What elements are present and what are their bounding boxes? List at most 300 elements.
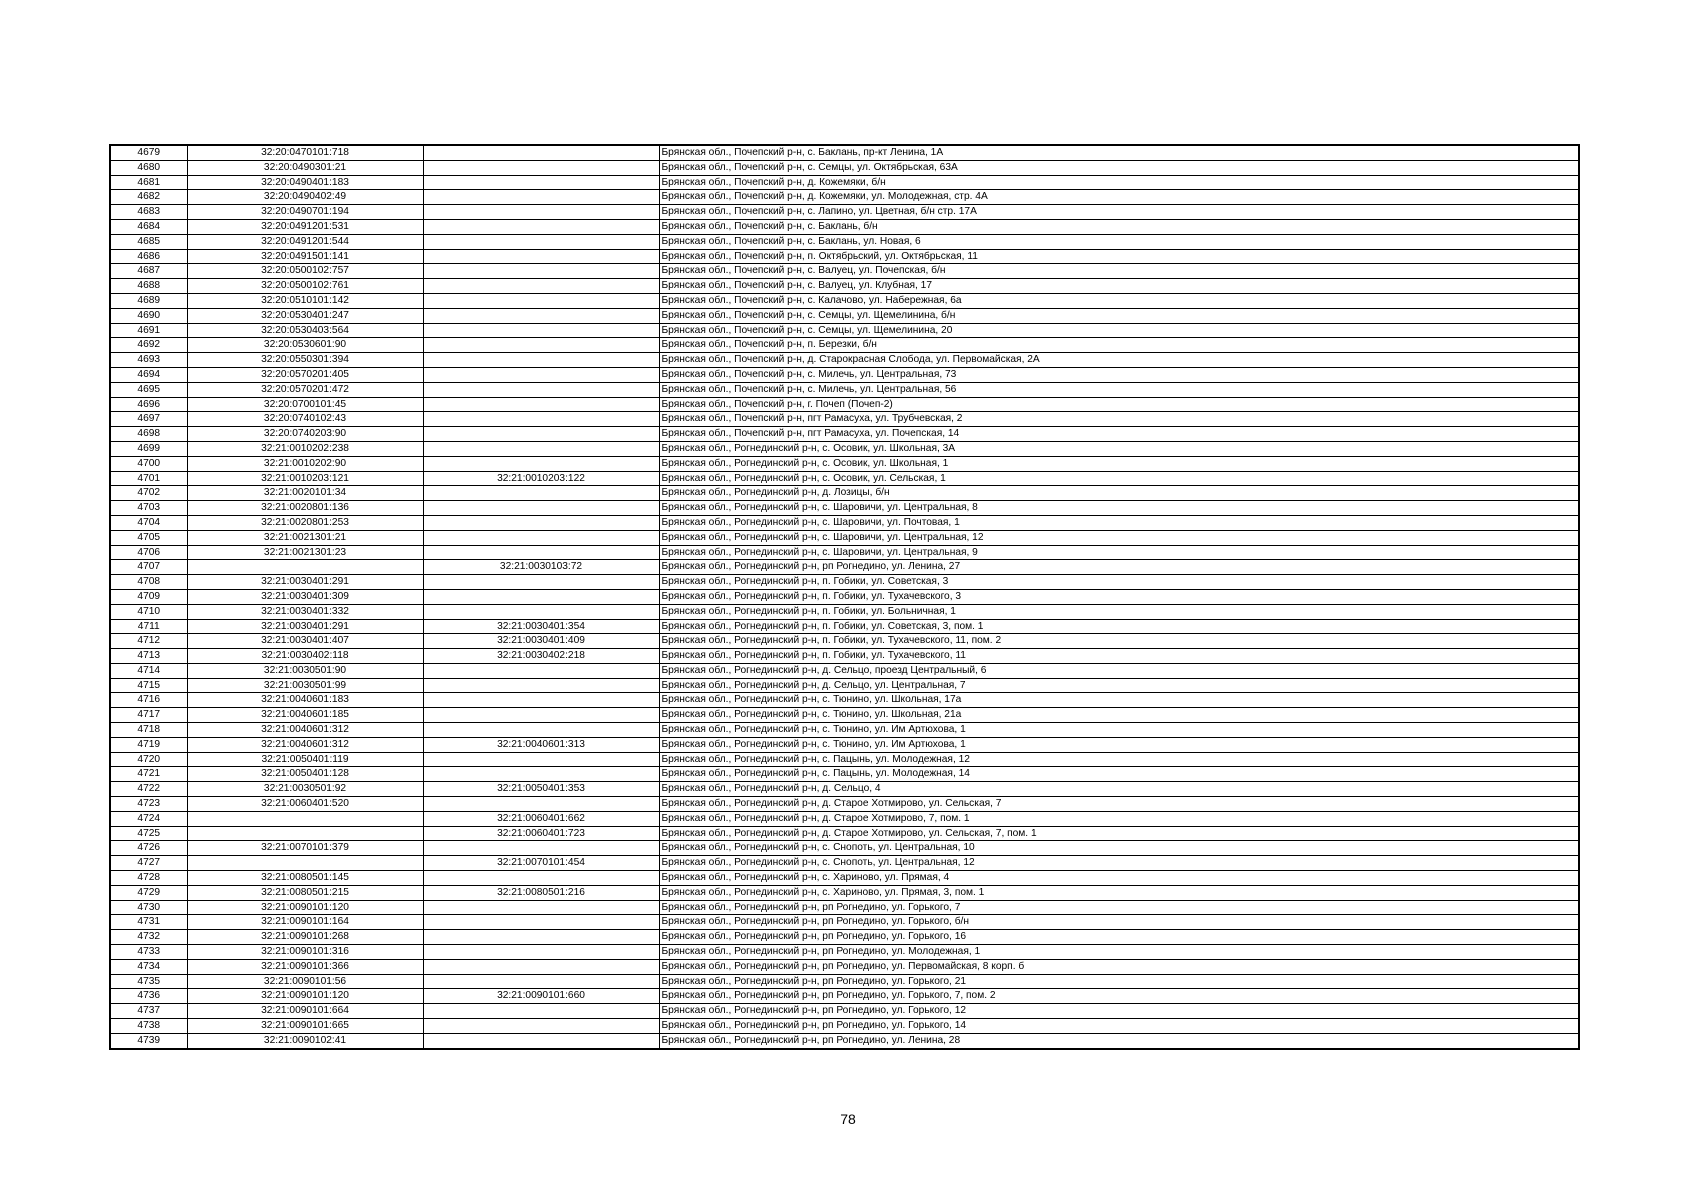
registry-table: [109, 144, 1580, 1050]
address-cell: Брянская обл., Почепский р-н, д. Кожемяки, ул. Молодежная, стр. 4А: [659, 190, 1579, 205]
related-cadastral-number-cell: 32:21:0070101:454: [423, 856, 659, 871]
related-cadastral-number-cell: [423, 589, 659, 604]
table-row: [110, 649, 1579, 664]
related-cadastral-number-cell: [423, 175, 659, 190]
table-row: [110, 308, 1579, 323]
table-row: [110, 501, 1579, 516]
table-row: [110, 353, 1579, 368]
cadastral-number-cell: 32:20:0490401:183: [187, 175, 423, 190]
related-cadastral-number-cell: [423, 604, 659, 619]
address-cell: Брянская обл., Рогнединский р-н, с. Тюнино, ул. Школьная, 21а: [659, 708, 1579, 723]
row-number-cell: 4716: [110, 693, 187, 708]
row-number-cell: 4708: [110, 575, 187, 590]
related-cadastral-number-cell: 32:21:0090101:660: [423, 989, 659, 1004]
cadastral-number-cell: 32:21:0080501:215: [187, 885, 423, 900]
cadastral-number-cell: 32:20:0490701:194: [187, 205, 423, 220]
address-cell: Брянская обл., Рогнединский р-н, рп Рогнедино, ул. Первомайская, 8 корп. б: [659, 959, 1579, 974]
table-row: [110, 219, 1579, 234]
address-cell: Брянская обл., Рогнединский р-н, с. Тюнино, ул. Им Артюхова, 1: [659, 723, 1579, 738]
address-cell: Брянская обл., Почепский р-н, с. Семцы, ул. Октябрьская, 63А: [659, 160, 1579, 175]
related-cadastral-number-cell: [423, 456, 659, 471]
row-number-cell: 4714: [110, 663, 187, 678]
table-row: [110, 797, 1579, 812]
cadastral-number-cell: [187, 826, 423, 841]
address-cell: Брянская обл., Почепский р-н, п. Октябрьский, ул. Октябрьская, 11: [659, 249, 1579, 264]
row-number-cell: 4706: [110, 545, 187, 560]
related-cadastral-number-cell: 32:21:0030401:409: [423, 634, 659, 649]
table-row: [110, 205, 1579, 220]
table-row: [110, 782, 1579, 797]
related-cadastral-number-cell: [423, 441, 659, 456]
related-cadastral-number-cell: [423, 723, 659, 738]
table-row: [110, 397, 1579, 412]
address-cell: Брянская обл., Рогнединский р-н, с. Хариново, ул. Прямая, 3, пом. 1: [659, 885, 1579, 900]
related-cadastral-number-cell: [423, 515, 659, 530]
cadastral-number-cell: 32:21:0090101:164: [187, 915, 423, 930]
table-row: [110, 974, 1579, 989]
related-cadastral-number-cell: [423, 382, 659, 397]
address-cell: Брянская обл., Рогнединский р-н, с. Шаровичи, ул. Центральная, 8: [659, 501, 1579, 516]
table-row: [110, 826, 1579, 841]
table-row: [110, 264, 1579, 279]
related-cadastral-number-cell: [423, 486, 659, 501]
related-cadastral-number-cell: [423, 871, 659, 886]
cadastral-number-cell: 32:20:0491201:544: [187, 234, 423, 249]
related-cadastral-number-cell: [423, 678, 659, 693]
cadastral-number-cell: 32:21:0080501:145: [187, 871, 423, 886]
row-number-cell: 4693: [110, 353, 187, 368]
related-cadastral-number-cell: [423, 279, 659, 294]
address-cell: Брянская обл., Рогнединский р-н, с. Пацынь, ул. Молодежная, 12: [659, 752, 1579, 767]
row-number-cell: 4679: [110, 145, 187, 160]
row-number-cell: 4730: [110, 900, 187, 915]
address-cell: Брянская обл., Рогнединский р-н, с. Хариново, ул. Прямая, 4: [659, 871, 1579, 886]
page-number: 78: [840, 1111, 856, 1127]
cadastral-number-cell: 32:21:0050401:128: [187, 767, 423, 782]
table-row: [110, 175, 1579, 190]
address-cell: Брянская обл., Почепский р-н, с. Милечь, ул. Центральная, 73: [659, 367, 1579, 382]
table-row: [110, 160, 1579, 175]
table-row: [110, 856, 1579, 871]
table-row: [110, 930, 1579, 945]
cadastral-number-cell: 32:21:0040601:183: [187, 693, 423, 708]
address-cell: Брянская обл., Рогнединский р-н, рп Рогнедино, ул. Молодежная, 1: [659, 945, 1579, 960]
row-number-cell: 4715: [110, 678, 187, 693]
address-cell: Брянская обл., Почепский р-н, с. Валуец, ул. Клубная, 17: [659, 279, 1579, 294]
table-row: [110, 604, 1579, 619]
cadastral-number-cell: 32:20:0500102:757: [187, 264, 423, 279]
address-cell: Брянская обл., Рогнединский р-н, д. Сельцо, 4: [659, 782, 1579, 797]
cadastral-number-cell: 32:21:0090101:56: [187, 974, 423, 989]
table-row: [110, 1033, 1579, 1048]
cadastral-number-cell: 32:21:0040601:312: [187, 723, 423, 738]
table-row: [110, 441, 1579, 456]
table-row: [110, 989, 1579, 1004]
cadastral-number-cell: 32:20:0530601:90: [187, 338, 423, 353]
cadastral-number-cell: 32:21:0030401:332: [187, 604, 423, 619]
cadastral-number-cell: 32:21:0030401:407: [187, 634, 423, 649]
address-cell: Брянская обл., Рогнединский р-н, д. Старое Хотмирово, ул. Сельская, 7: [659, 797, 1579, 812]
related-cadastral-number-cell: [423, 708, 659, 723]
table-row: [110, 663, 1579, 678]
address-cell: Брянская обл., Рогнединский р-н, с. Тюнино, ул. Им Артюхова, 1: [659, 737, 1579, 752]
table-row: [110, 471, 1579, 486]
cadastral-number-cell: [187, 811, 423, 826]
address-cell: Брянская обл., Рогнединский р-н, рп Рогнедино, ул. Горького, 7: [659, 900, 1579, 915]
address-cell: Брянская обл., Рогнединский р-н, п. Гобики, ул. Советская, 3, пом. 1: [659, 619, 1579, 634]
related-cadastral-number-cell: 32:21:0080501:216: [423, 885, 659, 900]
row-number-cell: 4681: [110, 175, 187, 190]
address-cell: Брянская обл., Почепский р-н, с. Калачово, ул. Набережная, 6а: [659, 293, 1579, 308]
address-cell: Брянская обл., Рогнединский р-н, д. Сельцо, проезд Центральный, 6: [659, 663, 1579, 678]
address-cell: Брянская обл., Почепский р-н, с. Семцы, ул. Щемелинина, 20: [659, 323, 1579, 338]
row-number-cell: 4691: [110, 323, 187, 338]
address-cell: Брянская обл., Рогнединский р-н, рп Рогнедино, ул. Ленина, 28: [659, 1033, 1579, 1048]
related-cadastral-number-cell: [423, 412, 659, 427]
related-cadastral-number-cell: 32:21:0030103:72: [423, 560, 659, 575]
related-cadastral-number-cell: [423, 841, 659, 856]
row-number-cell: 4731: [110, 915, 187, 930]
row-number-cell: 4720: [110, 752, 187, 767]
table-row: [110, 737, 1579, 752]
row-number-cell: 4722: [110, 782, 187, 797]
row-number-cell: 4685: [110, 234, 187, 249]
cadastral-number-cell: 32:21:0030401:309: [187, 589, 423, 604]
related-cadastral-number-cell: [423, 930, 659, 945]
row-number-cell: 4723: [110, 797, 187, 812]
row-number-cell: 4739: [110, 1033, 187, 1048]
table-row: [110, 959, 1579, 974]
registry-table-body: [110, 145, 1579, 1049]
row-number-cell: 4680: [110, 160, 187, 175]
cadastral-number-cell: 32:21:0040601:185: [187, 708, 423, 723]
table-row: [110, 752, 1579, 767]
related-cadastral-number-cell: [423, 752, 659, 767]
row-number-cell: 4712: [110, 634, 187, 649]
table-row: [110, 382, 1579, 397]
related-cadastral-number-cell: [423, 145, 659, 160]
address-cell: Брянская обл., Почепский р-н, д. Старокрасная Слобода, ул. Первомайская, 2А: [659, 353, 1579, 368]
address-cell: Брянская обл., Рогнединский р-н, с. Пацынь, ул. Молодежная, 14: [659, 767, 1579, 782]
address-cell: Брянская обл., Почепский р-н, с. Валуец, ул. Почепская, б/н: [659, 264, 1579, 279]
table-row: [110, 190, 1579, 205]
related-cadastral-number-cell: [423, 663, 659, 678]
row-number-cell: 4690: [110, 308, 187, 323]
row-number-cell: 4700: [110, 456, 187, 471]
row-number-cell: 4736: [110, 989, 187, 1004]
row-number-cell: 4703: [110, 501, 187, 516]
related-cadastral-number-cell: 32:21:0010203:122: [423, 471, 659, 486]
cadastral-number-cell: 32:20:0490301:21: [187, 160, 423, 175]
row-number-cell: 4701: [110, 471, 187, 486]
related-cadastral-number-cell: [423, 397, 659, 412]
cadastral-number-cell: 32:20:0530403:564: [187, 323, 423, 338]
related-cadastral-number-cell: [423, 323, 659, 338]
table-row: [110, 634, 1579, 649]
cadastral-number-cell: 32:20:0740102:43: [187, 412, 423, 427]
cadastral-number-cell: 32:21:0020101:34: [187, 486, 423, 501]
address-cell: Брянская обл., Рогнединский р-н, д. Сельцо, ул. Центральная, 7: [659, 678, 1579, 693]
address-cell: Брянская обл., Почепский р-н, с. Лапино, ул. Цветная, б/н стр. 17А: [659, 205, 1579, 220]
row-number-cell: 4713: [110, 649, 187, 664]
address-cell: Брянская обл., Рогнединский р-н, с. Снопоть, ул. Центральная, 12: [659, 856, 1579, 871]
related-cadastral-number-cell: [423, 353, 659, 368]
row-number-cell: 4710: [110, 604, 187, 619]
table-row: [110, 693, 1579, 708]
row-number-cell: 4732: [110, 930, 187, 945]
row-number-cell: 4696: [110, 397, 187, 412]
row-number-cell: 4697: [110, 412, 187, 427]
row-number-cell: 4735: [110, 974, 187, 989]
row-number-cell: 4682: [110, 190, 187, 205]
cadastral-number-cell: 32:21:0010202:90: [187, 456, 423, 471]
cadastral-number-cell: 32:21:0070101:379: [187, 841, 423, 856]
cadastral-number-cell: 32:20:0490402:49: [187, 190, 423, 205]
cadastral-number-cell: 32:20:0570201:472: [187, 382, 423, 397]
cadastral-number-cell: 32:21:0090101:665: [187, 1019, 423, 1034]
address-cell: Брянская обл., Почепский р-н, пгт Рамасуха, ул. Почепская, 14: [659, 427, 1579, 442]
cadastral-number-cell: 32:21:0030501:92: [187, 782, 423, 797]
cadastral-number-cell: 32:20:0500102:761: [187, 279, 423, 294]
cadastral-number-cell: 32:21:0090101:268: [187, 930, 423, 945]
cadastral-number-cell: 32:21:0090101:664: [187, 1004, 423, 1019]
row-number-cell: 4694: [110, 367, 187, 382]
row-number-cell: 4717: [110, 708, 187, 723]
cadastral-number-cell: 32:21:0010202:238: [187, 441, 423, 456]
table-row: [110, 885, 1579, 900]
address-cell: Брянская обл., Рогнединский р-н, с. Шаровичи, ул. Почтовая, 1: [659, 515, 1579, 530]
table-row: [110, 338, 1579, 353]
address-cell: Брянская обл., Рогнединский р-н, с. Шаровичи, ул. Центральная, 12: [659, 530, 1579, 545]
table-row: [110, 323, 1579, 338]
related-cadastral-number-cell: [423, 797, 659, 812]
table-row: [110, 915, 1579, 930]
table-row: [110, 811, 1579, 826]
cadastral-number-cell: 32:20:0550301:394: [187, 353, 423, 368]
row-number-cell: 4718: [110, 723, 187, 738]
related-cadastral-number-cell: [423, 530, 659, 545]
address-cell: Брянская обл., Рогнединский р-н, п. Гобики, ул. Советская, 3: [659, 575, 1579, 590]
address-cell: Брянская обл., Рогнединский р-н, рп Рогнедино, ул. Горького, 7, пом. 2: [659, 989, 1579, 1004]
related-cadastral-number-cell: [423, 900, 659, 915]
related-cadastral-number-cell: [423, 234, 659, 249]
cadastral-number-cell: 32:20:0570201:405: [187, 367, 423, 382]
cadastral-number-cell: 32:21:0020801:136: [187, 501, 423, 516]
related-cadastral-number-cell: [423, 915, 659, 930]
cadastral-number-cell: 32:21:0021301:21: [187, 530, 423, 545]
related-cadastral-number-cell: [423, 545, 659, 560]
row-number-cell: 4719: [110, 737, 187, 752]
cadastral-number-cell: 32:20:0491501:141: [187, 249, 423, 264]
row-number-cell: 4709: [110, 589, 187, 604]
table-row: [110, 279, 1579, 294]
address-cell: Брянская обл., Рогнединский р-н, с. Шаровичи, ул. Центральная, 9: [659, 545, 1579, 560]
related-cadastral-number-cell: 32:21:0040601:313: [423, 737, 659, 752]
table-row: [110, 575, 1579, 590]
related-cadastral-number-cell: [423, 308, 659, 323]
address-cell: Брянская обл., Рогнединский р-н, д. Лозицы, б/н: [659, 486, 1579, 501]
related-cadastral-number-cell: [423, 160, 659, 175]
related-cadastral-number-cell: [423, 575, 659, 590]
related-cadastral-number-cell: [423, 249, 659, 264]
address-cell: Брянская обл., Рогнединский р-н, д. Старое Хотмирово, 7, пом. 1: [659, 811, 1579, 826]
table-row: [110, 456, 1579, 471]
address-cell: Брянская обл., Рогнединский р-н, с. Осовик, ул. Сельская, 1: [659, 471, 1579, 486]
address-cell: Брянская обл., Рогнединский р-н, с. Осовик, ул. Школьная, 3А: [659, 441, 1579, 456]
related-cadastral-number-cell: 32:21:0060401:662: [423, 811, 659, 826]
row-number-cell: 4687: [110, 264, 187, 279]
address-cell: Брянская обл., Рогнединский р-н, п. Гобики, ул. Тухачевского, 11, пом. 2: [659, 634, 1579, 649]
related-cadastral-number-cell: 32:21:0060401:723: [423, 826, 659, 841]
table-row: [110, 1019, 1579, 1034]
row-number-cell: 4698: [110, 427, 187, 442]
cadastral-number-cell: 32:21:0090102:41: [187, 1033, 423, 1048]
row-number-cell: 4688: [110, 279, 187, 294]
table-row: [110, 723, 1579, 738]
table-row: [110, 249, 1579, 264]
table-row: [110, 486, 1579, 501]
related-cadastral-number-cell: [423, 427, 659, 442]
table-row: [110, 145, 1579, 160]
table-row: [110, 589, 1579, 604]
address-cell: Брянская обл., Рогнединский р-н, рп Рогнедино, ул. Горького, б/н: [659, 915, 1579, 930]
row-number-cell: 4705: [110, 530, 187, 545]
table-row: [110, 367, 1579, 382]
address-cell: Брянская обл., Почепский р-н, с. Баклань, ул. Новая, 6: [659, 234, 1579, 249]
address-cell: Брянская обл., Рогнединский р-н, с. Тюнино, ул. Школьная, 17а: [659, 693, 1579, 708]
address-cell: Брянская обл., Рогнединский р-н, рп Рогнедино, ул. Горького, 14: [659, 1019, 1579, 1034]
cadastral-number-cell: 32:21:0040601:312: [187, 737, 423, 752]
related-cadastral-number-cell: [423, 190, 659, 205]
address-cell: Брянская обл., Почепский р-н, д. Кожемяки, б/н: [659, 175, 1579, 190]
cadastral-number-cell: 32:21:0030501:99: [187, 678, 423, 693]
related-cadastral-number-cell: [423, 338, 659, 353]
table-row: [110, 900, 1579, 915]
row-number-cell: 4727: [110, 856, 187, 871]
row-number-cell: 4737: [110, 1004, 187, 1019]
cadastral-number-cell: 32:21:0090101:366: [187, 959, 423, 974]
related-cadastral-number-cell: [423, 501, 659, 516]
row-number-cell: 4702: [110, 486, 187, 501]
table-row: [110, 515, 1579, 530]
cadastral-number-cell: [187, 560, 423, 575]
cadastral-number-cell: 32:21:0090101:120: [187, 989, 423, 1004]
address-cell: Брянская обл., Рогнединский р-н, п. Гобики, ул. Тухачевского, 11: [659, 649, 1579, 664]
address-cell: Брянская обл., Рогнединский р-н, п. Гобики, ул. Больничная, 1: [659, 604, 1579, 619]
cadastral-number-cell: 32:21:0020801:253: [187, 515, 423, 530]
address-cell: Брянская обл., Почепский р-н, пгт Рамасуха, ул. Трубчевская, 2: [659, 412, 1579, 427]
cadastral-number-cell: 32:20:0530401:247: [187, 308, 423, 323]
address-cell: Брянская обл., Рогнединский р-н, п. Гобики, ул. Тухачевского, 3: [659, 589, 1579, 604]
address-cell: Брянская обл., Рогнединский р-н, рп Рогнедино, ул. Горького, 21: [659, 974, 1579, 989]
row-number-cell: 4734: [110, 959, 187, 974]
row-number-cell: 4725: [110, 826, 187, 841]
row-number-cell: 4704: [110, 515, 187, 530]
cadastral-number-cell: 32:21:0060401:520: [187, 797, 423, 812]
related-cadastral-number-cell: [423, 1019, 659, 1034]
cadastral-number-cell: 32:20:0700101:45: [187, 397, 423, 412]
address-cell: Брянская обл., Рогнединский р-н, с. Снопоть, ул. Центральная, 10: [659, 841, 1579, 856]
cadastral-number-cell: 32:20:0470101:718: [187, 145, 423, 160]
row-number-cell: 4686: [110, 249, 187, 264]
related-cadastral-number-cell: 32:21:0050401:353: [423, 782, 659, 797]
related-cadastral-number-cell: [423, 219, 659, 234]
row-number-cell: 4728: [110, 871, 187, 886]
address-cell: Брянская обл., Почепский р-н, с. Семцы, ул. Щемелинина, б/н: [659, 308, 1579, 323]
address-cell: Брянская обл., Рогнединский р-н, рп Рогнедино, ул. Ленина, 27: [659, 560, 1579, 575]
cadastral-number-cell: 32:20:0510101:142: [187, 293, 423, 308]
cadastral-number-cell: 32:21:0090101:316: [187, 945, 423, 960]
related-cadastral-number-cell: [423, 959, 659, 974]
related-cadastral-number-cell: [423, 945, 659, 960]
row-number-cell: 4707: [110, 560, 187, 575]
address-cell: Брянская обл., Рогнединский р-н, с. Осовик, ул. Школьная, 1: [659, 456, 1579, 471]
related-cadastral-number-cell: [423, 1033, 659, 1048]
row-number-cell: 4699: [110, 441, 187, 456]
related-cadastral-number-cell: [423, 293, 659, 308]
table-row: [110, 530, 1579, 545]
related-cadastral-number-cell: [423, 1004, 659, 1019]
cadastral-number-cell: 32:21:0030402:118: [187, 649, 423, 664]
cadastral-number-cell: 32:21:0010203:121: [187, 471, 423, 486]
row-number-cell: 4684: [110, 219, 187, 234]
address-cell: Брянская обл., Почепский р-н, с. Милечь, ул. Центральная, 56: [659, 382, 1579, 397]
related-cadastral-number-cell: [423, 974, 659, 989]
table-row: [110, 560, 1579, 575]
address-cell: Брянская обл., Почепский р-н, п. Березки, б/н: [659, 338, 1579, 353]
cadastral-number-cell: [187, 856, 423, 871]
table-row: [110, 427, 1579, 442]
row-number-cell: 4695: [110, 382, 187, 397]
cadastral-number-cell: 32:20:0740203:90: [187, 427, 423, 442]
cadastral-number-cell: 32:21:0021301:23: [187, 545, 423, 560]
address-cell: Брянская обл., Рогнединский р-н, рп Рогнедино, ул. Горького, 16: [659, 930, 1579, 945]
table-row: [110, 708, 1579, 723]
related-cadastral-number-cell: [423, 693, 659, 708]
related-cadastral-number-cell: [423, 264, 659, 279]
table-row: [110, 945, 1579, 960]
table-row: [110, 678, 1579, 693]
row-number-cell: 4724: [110, 811, 187, 826]
table-row: [110, 234, 1579, 249]
address-cell: Брянская обл., Рогнединский р-н, д. Старое Хотмирово, ул. Сельская, 7, пом. 1: [659, 826, 1579, 841]
cadastral-number-cell: 32:21:0090101:120: [187, 900, 423, 915]
cadastral-number-cell: 32:21:0030401:291: [187, 575, 423, 590]
table-row: [110, 412, 1579, 427]
address-cell: Брянская обл., Почепский р-н, г. Почеп (Почеп-2): [659, 397, 1579, 412]
address-cell: Брянская обл., Почепский р-н, с. Баклань, пр-кт Ленина, 1А: [659, 145, 1579, 160]
related-cadastral-number-cell: 32:21:0030401:354: [423, 619, 659, 634]
row-number-cell: 4683: [110, 205, 187, 220]
cadastral-number-cell: 32:21:0030401:291: [187, 619, 423, 634]
table-row: [110, 619, 1579, 634]
row-number-cell: 4689: [110, 293, 187, 308]
table-row: [110, 545, 1579, 560]
related-cadastral-number-cell: [423, 767, 659, 782]
row-number-cell: 4729: [110, 885, 187, 900]
row-number-cell: 4738: [110, 1019, 187, 1034]
address-cell: Брянская обл., Почепский р-н, с. Баклань, б/н: [659, 219, 1579, 234]
table-row: [110, 293, 1579, 308]
related-cadastral-number-cell: [423, 367, 659, 382]
related-cadastral-number-cell: [423, 205, 659, 220]
row-number-cell: 4692: [110, 338, 187, 353]
cadastral-number-cell: 32:21:0030501:90: [187, 663, 423, 678]
row-number-cell: 4711: [110, 619, 187, 634]
cadastral-number-cell: 32:20:0491201:531: [187, 219, 423, 234]
related-cadastral-number-cell: 32:21:0030402:218: [423, 649, 659, 664]
table-row: [110, 767, 1579, 782]
